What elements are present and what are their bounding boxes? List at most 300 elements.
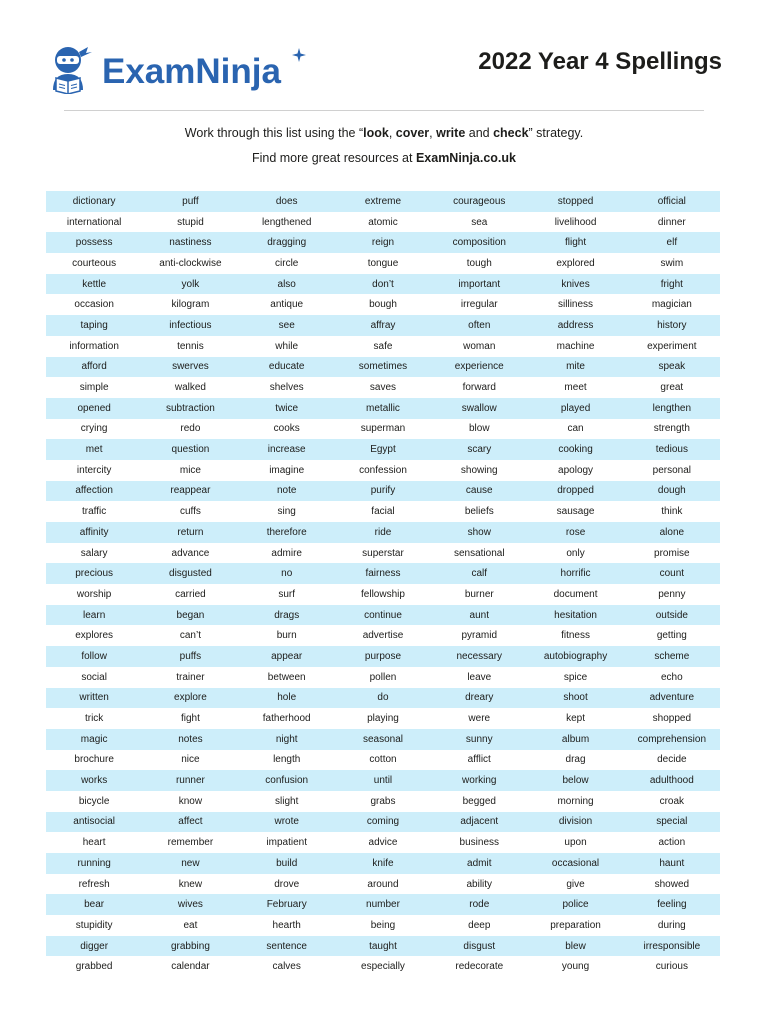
spelling-word: beliefs <box>464 506 494 518</box>
spelling-word: length <box>273 754 301 766</box>
table-row <box>46 667 720 688</box>
spelling-word: trick <box>84 713 104 725</box>
spelling-word: dough <box>657 485 686 497</box>
spelling-word: penny <box>658 588 686 600</box>
spelling-word: puff <box>182 195 199 207</box>
keyword-write: write <box>436 126 466 140</box>
spelling-word: fright <box>660 278 683 290</box>
spelling-word: circle <box>275 257 299 269</box>
spelling-word: reign <box>371 237 395 249</box>
spelling-word: Egypt <box>370 444 396 456</box>
spelling-word: decide <box>657 754 687 766</box>
spelling-word: running <box>77 857 111 869</box>
spelling-word: slight <box>275 795 299 807</box>
spelling-word: information <box>69 340 119 352</box>
spelling-word: during <box>657 919 686 931</box>
spelling-word: knife <box>372 857 394 869</box>
spelling-word: does <box>275 195 298 207</box>
spelling-word: great <box>660 382 684 394</box>
spelling-word: album <box>561 733 590 745</box>
table-row <box>46 936 720 957</box>
spelling-word: blow <box>468 423 490 435</box>
spelling-word: curious <box>655 961 688 973</box>
table-row <box>46 522 720 543</box>
spelling-word: hearth <box>272 919 301 931</box>
spelling-word: appear <box>271 650 303 662</box>
spelling-word: only <box>566 547 585 559</box>
spelling-word: courageous <box>453 195 506 207</box>
spelling-word: tough <box>466 257 492 269</box>
spelling-word: scheme <box>654 650 690 662</box>
spelling-word: rose <box>565 526 586 538</box>
spelling-word: written <box>79 692 109 704</box>
spelling-word: no <box>281 568 293 580</box>
spelling-word: leave <box>467 671 492 683</box>
spelling-word: advertise <box>362 630 404 642</box>
spelling-word: give <box>566 878 585 890</box>
spelling-word: taping <box>80 319 108 331</box>
spelling-word: brochure <box>74 754 114 766</box>
spelling-word: mice <box>179 464 201 476</box>
table-row <box>46 336 720 357</box>
spelling-word: burner <box>464 588 494 600</box>
spelling-word: worship <box>76 588 112 600</box>
spelling-word: occasion <box>74 299 114 311</box>
table-row <box>46 274 720 295</box>
spelling-word: upon <box>564 837 587 849</box>
spelling-word: count <box>659 568 685 580</box>
spelling-word: grabs <box>370 795 396 807</box>
spelling-word: afford <box>81 361 107 373</box>
table-row <box>46 439 720 460</box>
spelling-word: kept <box>566 713 585 725</box>
spelling-word: woman <box>463 340 496 352</box>
spelling-word: document <box>553 588 598 600</box>
table-row <box>46 729 720 750</box>
spelling-word: tongue <box>367 257 399 269</box>
spelling-word: showed <box>654 878 690 890</box>
page-header <box>46 40 722 96</box>
spelling-word: bough <box>369 299 397 311</box>
spelling-word: heart <box>82 837 106 849</box>
spelling-word: number <box>366 899 400 911</box>
instructions-line: Work through this list using the “look, cover, write and check” strategy. <box>184 126 584 140</box>
spelling-word: digger <box>80 940 109 952</box>
spelling-word: knew <box>178 878 203 890</box>
spelling-word: purpose <box>364 650 402 662</box>
spelling-word: below <box>562 775 589 787</box>
spelling-word: composition <box>452 237 506 249</box>
spelling-word: don’t <box>372 278 394 290</box>
table-row <box>46 294 720 315</box>
spelling-word: young <box>561 961 590 973</box>
spelling-word: feeling <box>657 899 687 911</box>
spelling-word: met <box>85 444 103 456</box>
spelling-word: adulthood <box>649 775 694 787</box>
spelling-word: drove <box>274 878 300 890</box>
examninja-logo <box>46 44 316 94</box>
spelling-word: elf <box>666 237 678 249</box>
spelling-word: affinity <box>79 526 109 538</box>
spelling-word: shoot <box>563 692 588 704</box>
spelling-word: seasonal <box>362 733 403 745</box>
table-row <box>46 563 720 584</box>
table-row <box>46 212 720 233</box>
spelling-word: livelihood <box>554 216 597 228</box>
spelling-word: February <box>266 899 307 911</box>
spelling-word: fight <box>180 713 200 725</box>
spelling-word: morning <box>557 795 594 807</box>
spelling-word: horrific <box>560 568 591 580</box>
spelling-word: calendar <box>171 961 210 973</box>
spelling-word: silliness <box>558 299 594 311</box>
table-row <box>46 832 720 853</box>
spelling-word: personal <box>652 464 691 476</box>
spelling-word: metallic <box>366 402 400 414</box>
spelling-word: explore <box>174 692 207 704</box>
spelling-word: build <box>276 857 298 869</box>
spelling-word: important <box>458 278 501 290</box>
spelling-word: address <box>557 319 594 331</box>
spelling-word: cooks <box>273 423 300 435</box>
spelling-word: return <box>177 526 204 538</box>
spelling-word: imagine <box>269 464 305 476</box>
table-row <box>46 812 720 833</box>
spelling-word: played <box>560 402 591 414</box>
spelling-word: were <box>468 713 491 725</box>
spelling-word: dictionary <box>72 195 116 207</box>
spelling-word: follow <box>81 650 107 662</box>
table-row <box>46 874 720 895</box>
table-row <box>46 315 720 336</box>
table-row <box>46 584 720 605</box>
spelling-word: explores <box>75 630 114 642</box>
spelling-word: can’t <box>179 630 201 642</box>
spelling-word: can <box>567 423 584 435</box>
spelling-word: taught <box>369 940 397 952</box>
spelling-word: lengthened <box>261 216 312 228</box>
table-row <box>46 398 720 419</box>
spelling-word: special <box>656 816 688 828</box>
spelling-word: calf <box>471 568 488 580</box>
spelling-word: afflict <box>467 754 491 766</box>
table-row <box>46 853 720 874</box>
keyword-look: look <box>363 126 389 140</box>
spelling-word: bear <box>84 899 105 911</box>
spelling-word: irregular <box>460 299 498 311</box>
table-row <box>46 605 720 626</box>
spelling-word: calves <box>272 961 301 973</box>
spelling-word: machine <box>556 340 595 352</box>
spelling-word: refresh <box>78 878 110 890</box>
table-row <box>46 770 720 791</box>
spelling-word: fatherhood <box>262 713 311 725</box>
spelling-word: flight <box>564 237 587 249</box>
spelling-word: hesitation <box>554 609 597 621</box>
table-row <box>46 708 720 729</box>
spelling-word: dreary <box>465 692 494 704</box>
table-row <box>46 543 720 564</box>
spelling-word: haunt <box>659 857 685 869</box>
spelling-word: kilogram <box>171 299 210 311</box>
spelling-word: sea <box>471 216 488 228</box>
spelling-word: business <box>459 837 499 849</box>
spelling-word: strength <box>653 423 690 435</box>
spelling-word: dragging <box>267 237 307 249</box>
spelling-word: redecorate <box>455 961 504 973</box>
table-row <box>46 894 720 915</box>
spelling-word: wives <box>177 899 203 911</box>
spelling-word: drag <box>565 754 586 766</box>
spelling-word: walked <box>174 382 206 394</box>
spelling-word: saves <box>369 382 397 394</box>
spelling-word: cooking <box>558 444 593 456</box>
table-row <box>46 501 720 522</box>
spelling-word: learn <box>83 609 106 621</box>
spelling-word: precious <box>75 568 114 580</box>
spelling-word: grabbed <box>75 961 113 973</box>
spelling-word: confusion <box>265 775 309 787</box>
resources-line: Find more great resources at ExamNinja.co.uk <box>251 151 516 165</box>
spelling-word: experiment <box>647 340 697 352</box>
spelling-word: occasional <box>551 857 600 869</box>
spelling-word: rode <box>469 899 490 911</box>
spelling-word: working <box>462 775 497 787</box>
spelling-word: ride <box>374 526 392 538</box>
table-row <box>46 377 720 398</box>
spelling-word: intercity <box>76 464 112 476</box>
spelling-word: explored <box>556 257 595 269</box>
spelling-word: social <box>81 671 107 683</box>
spelling-word: opened <box>77 402 111 414</box>
spelling-word: salary <box>80 547 108 559</box>
spelling-word: courteous <box>72 257 117 269</box>
spelling-word: official <box>657 195 686 207</box>
spelling-word: around <box>367 878 399 890</box>
spelling-word: remember <box>167 837 214 849</box>
spelling-word: puffs <box>179 650 202 662</box>
header-divider <box>64 110 704 111</box>
spelling-word: note <box>276 485 297 497</box>
spelling-word: echo <box>660 671 683 683</box>
spelling-word: autobiography <box>543 650 608 662</box>
spelling-word: until <box>373 775 393 787</box>
spelling-word: educate <box>268 361 305 373</box>
keyword-cover: cover <box>395 126 430 140</box>
spelling-word: forward <box>462 382 496 394</box>
spelling-word: advance <box>171 547 210 559</box>
spelling-word: tedious <box>655 444 688 456</box>
spelling-word: antique <box>270 299 304 311</box>
spelling-word: between <box>267 671 306 683</box>
spelling-word: purify <box>370 485 396 497</box>
spelling-word: knives <box>561 278 590 290</box>
spelling-word: reappear <box>170 485 211 497</box>
spelling-word: sausage <box>556 506 595 518</box>
spelling-word: comprehension <box>637 733 707 745</box>
spelling-word: nice <box>181 754 200 766</box>
spelling-word: swerves <box>172 361 209 373</box>
spelling-word: action <box>658 837 686 849</box>
spelling-word: irresponsible <box>643 940 701 952</box>
spelling-word: stupid <box>177 216 204 228</box>
logo-wordmark: ExamNinja <box>102 52 281 91</box>
spelling-word: grabbing <box>170 940 210 952</box>
spelling-word: new <box>181 857 200 869</box>
keyword-check: check <box>493 126 529 140</box>
spelling-word: sentence <box>266 940 307 952</box>
spelling-word: hole <box>277 692 297 704</box>
spelling-word: showing <box>460 464 498 476</box>
table-row <box>46 232 720 253</box>
spelling-word: admit <box>467 857 492 869</box>
spelling-word: carried <box>175 588 206 600</box>
table-row <box>46 791 720 812</box>
spelling-word: alone <box>659 526 685 538</box>
spelling-word: affection <box>75 485 113 497</box>
spelling-word: possess <box>75 237 113 249</box>
spelling-word: sunny <box>465 733 493 745</box>
spelling-word: ability <box>466 878 493 890</box>
table-row <box>46 357 720 378</box>
spelling-word: notes <box>178 733 203 745</box>
spelling-word: while <box>275 340 299 352</box>
ninja-reading-book-icon <box>46 44 94 94</box>
spelling-word: especially <box>361 961 405 973</box>
spelling-word: adjacent <box>460 816 499 828</box>
spelling-word: superstar <box>362 547 404 559</box>
spelling-word: stopped <box>557 195 594 207</box>
spelling-word: crying <box>80 423 108 435</box>
spelling-word: increase <box>267 444 306 456</box>
resources-link[interactable]: ExamNinja.co.uk <box>415 151 516 165</box>
spelling-word: wrote <box>274 816 299 828</box>
spelling-word: cuffs <box>179 506 201 518</box>
spelling-word: drags <box>274 609 300 621</box>
spelling-word: meet <box>564 382 587 394</box>
table-row <box>46 750 720 771</box>
table-row <box>46 191 720 212</box>
spelling-word: show <box>467 526 491 538</box>
spelling-word: burn <box>276 630 297 642</box>
spelling-word: lengthen <box>652 402 692 414</box>
spelling-word: runner <box>175 775 205 787</box>
spelling-word: begged <box>462 795 496 807</box>
spelling-word: outside <box>655 609 688 621</box>
spelling-word: pollen <box>369 671 397 683</box>
table-row <box>46 646 720 667</box>
spelling-word: blew <box>565 940 586 952</box>
spelling-word: mite <box>566 361 585 373</box>
spelling-word: spice <box>563 671 588 683</box>
spelling-word: redo <box>180 423 201 435</box>
spelling-word: admire <box>271 547 302 559</box>
page-title: 2022 Year 4 Spellings <box>478 48 722 75</box>
spelling-word: antisocial <box>73 816 115 828</box>
spelling-word: cause <box>465 485 493 497</box>
table-row <box>46 688 720 709</box>
spelling-word: croak <box>659 795 685 807</box>
spelling-word: pyramid <box>461 630 498 642</box>
spelling-word: division <box>558 816 593 828</box>
spelling-word: question <box>171 444 210 456</box>
spelling-word: extreme <box>364 195 402 207</box>
spelling-word: do <box>377 692 389 704</box>
spelling-word: safe <box>373 340 393 352</box>
table-row <box>46 460 720 481</box>
spelling-word: disgust <box>463 940 496 952</box>
spelling-word: getting <box>656 630 687 642</box>
spelling-word: twice <box>275 402 299 414</box>
spelling-word: international <box>66 216 122 228</box>
spelling-word-grid <box>46 191 720 977</box>
spelling-word: disgusted <box>169 568 212 580</box>
spelling-word: cotton <box>369 754 397 766</box>
spelling-word: affect <box>178 816 203 828</box>
spelling-word: eat <box>183 919 198 931</box>
table-row <box>46 419 720 440</box>
spelling-word: tennis <box>177 340 204 352</box>
spelling-word: apology <box>558 464 594 476</box>
spelling-word: dinner <box>657 216 686 228</box>
spelling-word: bicycle <box>78 795 110 807</box>
spelling-word: works <box>81 775 108 787</box>
spelling-word: surf <box>278 588 296 600</box>
spelling-word: atomic <box>368 216 398 228</box>
spelling-word: shelves <box>269 382 304 394</box>
spelling-word: anti-clockwise <box>159 257 222 269</box>
spelling-word: know <box>178 795 203 807</box>
spelling-word: swim <box>660 257 684 269</box>
table-row <box>46 481 720 502</box>
spelling-word: magic <box>80 733 108 745</box>
spelling-word: playing <box>367 713 399 725</box>
spelling-word: superman <box>360 423 406 435</box>
spelling-word: sometimes <box>358 361 408 373</box>
spelling-word: continue <box>364 609 402 621</box>
spelling-word: swallow <box>461 402 497 414</box>
spelling-word: trainer <box>176 671 205 683</box>
spelling-word: being <box>370 919 396 931</box>
table-row <box>46 915 720 936</box>
spelling-word: fairness <box>365 568 401 580</box>
spelling-word: history <box>657 319 687 331</box>
shuriken-icon <box>292 48 306 62</box>
spelling-word: affray <box>370 319 396 331</box>
spelling-word: advice <box>368 837 398 849</box>
spelling-word: stupidity <box>75 919 113 931</box>
spelling-word: fitness <box>561 630 590 642</box>
spelling-word: facial <box>371 506 395 518</box>
spelling-word: preparation <box>550 919 601 931</box>
spelling-word: dropped <box>557 485 594 497</box>
spelling-word: aunt <box>469 609 489 621</box>
spelling-word: began <box>176 609 205 621</box>
table-row <box>46 625 720 646</box>
spelling-word: speak <box>658 361 686 373</box>
table-row <box>46 253 720 274</box>
spelling-word: often <box>468 319 491 331</box>
spelling-word: see <box>278 319 295 331</box>
spelling-word: night <box>275 733 298 745</box>
spelling-word: police <box>562 899 589 911</box>
spelling-word: scary <box>467 444 492 456</box>
spelling-word: kettle <box>82 278 107 290</box>
spelling-word: experience <box>454 361 504 373</box>
spelling-word: sing <box>277 506 296 518</box>
spelling-word: therefore <box>266 526 307 538</box>
spelling-word: subtraction <box>165 402 215 414</box>
